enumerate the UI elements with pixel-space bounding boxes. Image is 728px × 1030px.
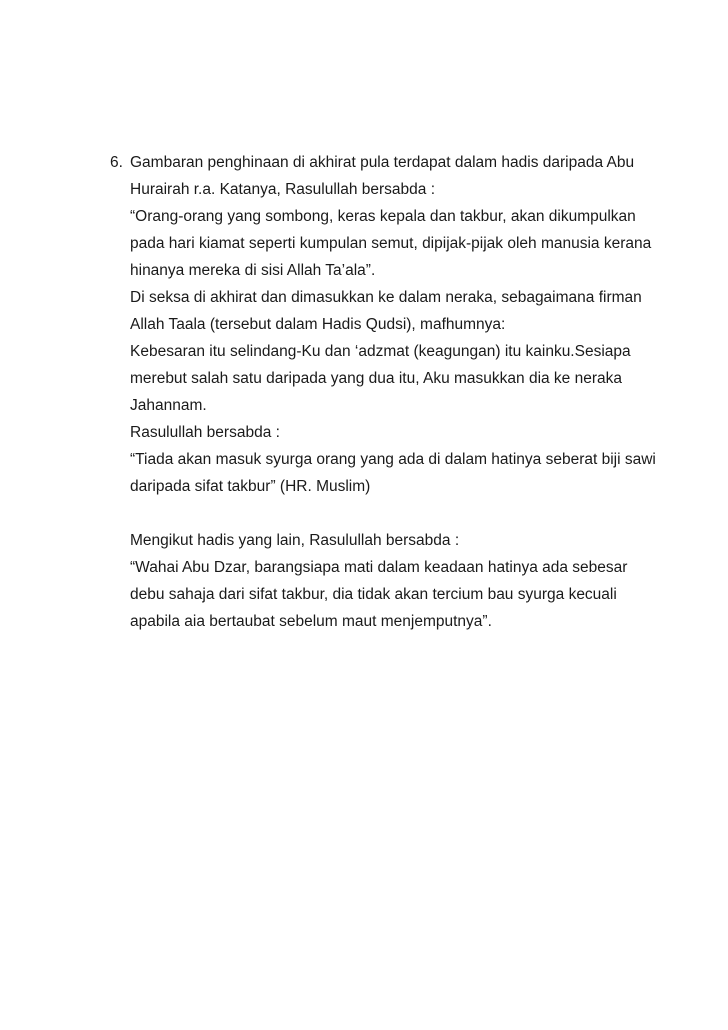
list-item-body	[130, 149, 656, 635]
paragraph-line: pada hari kiamat seperti kumpulan semut, dipijak-pijak oleh manusia kerana	[130, 235, 652, 252]
paragraph-line: Kebesaran itu selindang-Ku dan ‘adzmat (keagungan) itu kainku.Sesiapa	[130, 343, 631, 360]
paragraph-line: debu sahaja dari sifat takbur, dia tidak akan tercium bau syurga kecuali	[130, 586, 617, 603]
paragraph-line: Rasulullah bersabda :	[130, 424, 280, 441]
paragraph-line: Allah Taala (tersebut dalam Hadis Qudsi), mafhumnya:	[130, 316, 506, 333]
paragraph-gap	[130, 500, 650, 527]
paragraph-line: “Tiada akan masuk syurga orang yang ada di dalam hatinya seberat biji sawi	[130, 451, 656, 468]
list-number: 6.	[110, 154, 123, 171]
paragraph-line: Di seksa di akhirat dan dimasukkan ke dalam neraka, sebagaimana firman	[130, 289, 642, 306]
paragraph-line: Mengikut hadis yang lain, Rasulullah bersabda :	[130, 532, 460, 549]
paragraph-line: Hurairah r.a. Katanya, Rasulullah bersabda :	[130, 181, 436, 198]
paragraph-line: “Orang-orang yang sombong, keras kepala dan takbur, akan dikumpulkan	[130, 208, 636, 225]
paragraph-line: merebut salah satu daripada yang dua itu, Aku masukkan dia ke neraka	[130, 370, 623, 387]
paragraph-line: Jahannam.	[130, 397, 207, 414]
paragraph-line: apabila aia bertaubat sebelum maut menjemputnya”.	[130, 613, 492, 630]
paragraph-line: daripada sifat takbur” (HR. Muslim)	[130, 478, 371, 495]
paragraph-line: hinanya mereka di sisi Allah Ta’ala”.	[130, 262, 376, 279]
paragraph-line: Gambaran penghinaan di akhirat pula terdapat dalam hadis daripada Abu	[130, 154, 635, 171]
paragraph-line: “Wahai Abu Dzar, barangsiapa mati dalam keadaan hatinya ada sebesar	[130, 559, 628, 576]
